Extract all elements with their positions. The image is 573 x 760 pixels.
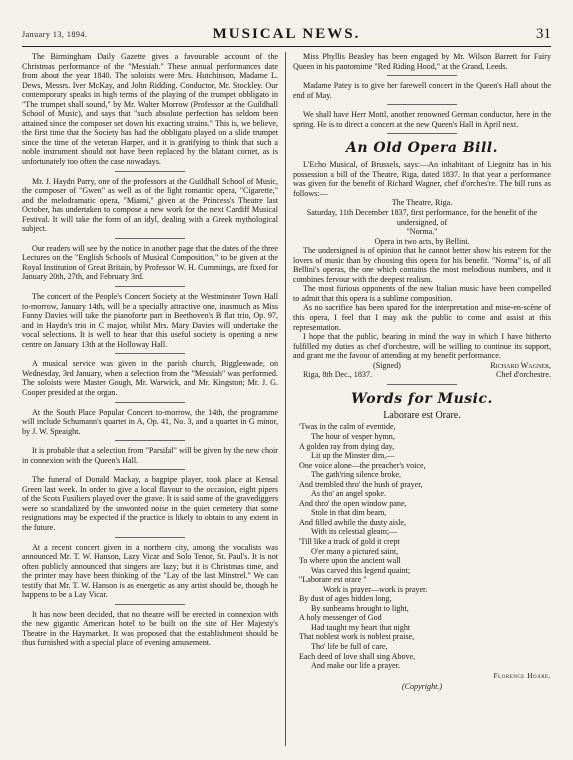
section-heading: Words for Music. — [351, 390, 493, 407]
article-paragraph: Our readers will see by the notice in another page that the dates of the three Lectures on the "English Schools of Musical Composition," to be given at the Royal Institution of Great Britain, by Professor W. H. Cummings, are fixed for January 20th, 27th, and February 3rd. — [22, 243, 278, 282]
article-paragraph: It is probable that a selection from "Parsifal" will be given by the new choir in connexion with the Queen's Hall. — [22, 446, 278, 465]
poem-line: And filled awhile the dusty aisle, — [299, 517, 406, 527]
column-divider — [285, 52, 286, 746]
poem-line: By sunbeams brought to light, — [311, 603, 409, 613]
article-paragraph: The most furious opponents of the new Italian music have been compelled to admit that this opera is a sublime composition. — [293, 284, 551, 303]
bill-subtitle: Opera in two acts, by Bellini. — [374, 236, 470, 246]
article-paragraph: The undersigned is of opinion that he cannot better show his esteem for the lovers of music than by choosing this opera for his benefit. "Norma" is, of all Bellini's operas, the one which contains the most melodious numbers, and it combines fervour with the deepest realism. — [293, 246, 551, 284]
poem-line: And trembled thro' the hush of prayer, — [299, 479, 423, 489]
poem-line: That noblest work is noblest praise, — [299, 632, 415, 642]
publication-title: MUSICAL NEWS. — [212, 26, 361, 42]
right-column — [293, 52, 551, 752]
poem-line: As tho' an angel spoke. — [311, 489, 386, 499]
poem-body — [293, 422, 551, 670]
poem-line: By dust of ages hidden long, — [299, 594, 392, 604]
divider-rule — [115, 353, 185, 354]
poem-line: A holy messenger of God — [299, 613, 382, 623]
divider-rule — [115, 469, 185, 470]
poem-line: Had taught my heart that night — [311, 622, 411, 632]
poem-title: Laborare est Orare. — [383, 409, 461, 421]
article-paragraph: The funeral of Donald Mackay, a bagpipe player, took place at Kensal Green last week. In order to give a local flavour to the occasion, eight pipers of the Scots Fusiliers played over the grave. It is said some of the gravediggers were so scandalized by the unwonted noise in the quiet cemetery that some resignations may be expected if the practice is likely to obtain to any extent in the future. — [22, 475, 278, 532]
divider-rule — [387, 384, 457, 385]
page-header — [22, 26, 551, 47]
poem-line: And make our life a prayer. — [311, 661, 400, 671]
signed-place: Riga, 8th Dec., 1837. — [303, 370, 373, 380]
divider-rule — [115, 286, 185, 287]
article-paragraph: A musical service was given in the parish church, Biggleswade, on Wednesday, 3rd January, when a selection from the "Messiah" was performed. The soloists were Master Gough, Mr. Warwick, and Mr. Kingston; Mr. J. G. Cooper presided at the organ. — [22, 359, 278, 397]
poem-author: Florence Hoare. — [493, 670, 551, 680]
article-paragraph: We shall have Herr Mottl, another renowned German conductor, here in the spring. He is to direct a concert at the new Queen's Hall in April next. — [293, 110, 551, 129]
divider-rule — [387, 75, 457, 76]
signer-role: Chef d'orchestre. — [496, 370, 551, 380]
poem-line: O'er many a pictured saint, — [311, 546, 399, 556]
bill-title: The Theatre, Riga. — [391, 198, 453, 208]
poem-line: And thro' the open window pane, — [299, 498, 407, 508]
divider-rule — [115, 402, 185, 403]
poem-line: A golden ray from dying day, — [299, 441, 395, 451]
divider-rule — [387, 104, 457, 105]
poem-line: "Laborare est orare " — [299, 575, 367, 585]
poem-line: Lit up the Minster dim,— — [311, 451, 395, 461]
divider-rule — [115, 238, 185, 239]
poem-line: One voice alone—the preacher's voice, — [299, 460, 426, 470]
divider-rule — [115, 604, 185, 605]
copyright-notice: (Copyright.) — [401, 682, 443, 692]
poem-line: Tho' life be full of care, — [311, 641, 388, 651]
signer-name: Richard Wagner, — [490, 360, 551, 370]
article-paragraph: L'Echo Musical, of Brussels, says:—An inhabitant of Liegnitz has in his possession a bill of the Theatre, Riga, dated 1837. In that year a performance was given for the benefit of Richard Wagner, chef d'orches're. The bill runs as follows:— — [293, 160, 551, 198]
divider-rule — [115, 440, 185, 441]
poem-line: 'Twas in the calm of eventide, — [299, 422, 396, 432]
issue-date: January 13, 1894. — [22, 30, 88, 39]
article-paragraph: At the South Place Popular Concert to-morrow, the 14th, the programme will include Schumann's quartet in A, Op. 41, No. 3, and a quartet in G minor, by J. W. Speaight. — [22, 407, 278, 436]
poem-line: Stole in that dim beam, — [311, 508, 387, 518]
bill-opera: "Norma." — [406, 227, 438, 237]
article-paragraph: As no sacrifice has been spared for the interpretation and mise-en-scène of this opera, I feel that I may ask the public to come and assist at this representation. — [293, 303, 551, 332]
signed-label: (Signed) — [373, 360, 401, 370]
page-number: 31 — [536, 26, 551, 42]
article-paragraph: Miss Phyllis Beasley has been engaged by Mr. Wilson Barrett for Fairy Queen in his pantomime "Red Riding Hood," at the Grand, Leeds. — [293, 52, 551, 71]
article-paragraph: It has now been decided, that no theatre will be erected in connexion with the new gigantic American hotel to be built on the site of Her Majesty's Theatre in the Haymarket. It was proposed that the establishment should be thus furnished with a special place of evening amusement. — [22, 609, 278, 648]
divider-rule — [115, 171, 185, 172]
poem-line: Work is prayer—work is prayer. — [323, 584, 428, 594]
signature-place-line — [293, 370, 551, 380]
poem-line: The gath'ring silence broke, — [311, 470, 402, 480]
article-paragraph: The Birmingham Daily Gazette gives a favourable account of the Christmas performance of the "Messiah." These annual performances date from about the year 1840. The soloists were Mrs. Hutchinson, Madame L. Dews, Messrs. Iver McKay, and John Ridding. Conductor, Mr. Stockley. Our contemporary speaks in high terms of the playing of the trumpet obbligato in "The trumpet shall sound," by Mr. Walter Morrow (Professor at the Guildhall School of Music), and says that "such absolute perfection has seldom been attained since the composer set down his exacting strains." This is, we believe, the first time that the Society has had the obbligato played on a slide trumpet since the time of the veteran Harper, and it is gratifying to think that such a noble instrument should not have been replaced by the blatant cornet, as is unfortunately too often the case nowadays. — [22, 52, 278, 167]
poem-line: Was carved this legend quaint; — [311, 565, 411, 575]
left-column — [22, 52, 278, 752]
poem-line: To where upon the ancient wall — [299, 556, 401, 566]
poem-line: 'Till like a track of gold it crept — [299, 536, 400, 546]
signature-line — [293, 361, 551, 371]
bill-date: Saturday, 11th December 1837, first performance, for the benefit of the undersigned, of — [306, 208, 538, 227]
article-paragraph: At a recent concert given in a northern city, among the vocalists was announced Mr. T. W. Hanson, Lazy Vicar and Solo Tenor, St. Paul's. It is not often publicly announced that singers are lazy; but it is Christmas time, and the printer may have been thinking of the "Lay of the last Minstrel." We can testify that Mr. T. W. Hanson is as energetic as any artist should be, though he happens to be a Lay Vicar. — [22, 542, 278, 600]
article-paragraph: The concert of the People's Concert Society at the Westminster Town Hall to-morrow, January 14th, will be a specially attractive one, inasmuch as Miss Fanny Davies will take the pianoforte part in Beethoven's B flat trio, Op. 97, and in Haydn's trio in C major, whilst Mrs. Mary Davies will undertake the vocal selections. It is well to hear that this useful society is opening a new centre on January 13th at the Holloway Hall. — [22, 292, 278, 349]
article-paragraph: Madame Patey is to give her farewell concert in the Queen's Hall about the end of May. — [293, 81, 551, 100]
article-paragraph: I hope that the public, bearing in mind the way in which I have hitherto fulfilled my duties as chef d'orchestre, will be willing to continue its support, and grant me the favour of attending at my benefit performance. — [293, 332, 551, 361]
divider-rule — [115, 537, 185, 538]
article-paragraph: Mr. J. Haydn Parry, one of the professors at the Guildhall School of Music, the composer of "Gwen" as well as of the light romantic opera, "Cigarette," and the melodramatic opera, "Miami," given at the Princess's Theatre last October, has undertaken to compose a new work for the next Cardiff Musical Festival. It will take the form of an idyl, dealing with a Greek mythological subject. — [22, 176, 278, 234]
divider-rule — [387, 133, 457, 134]
poem-line: Each deed of love shall sing Above, — [299, 651, 416, 661]
section-heading: An Old Opera Bill. — [346, 140, 498, 157]
poem-line: With its celestial gleam;— — [311, 527, 398, 537]
poem-line: The hour of vesper hymn, — [311, 431, 395, 441]
